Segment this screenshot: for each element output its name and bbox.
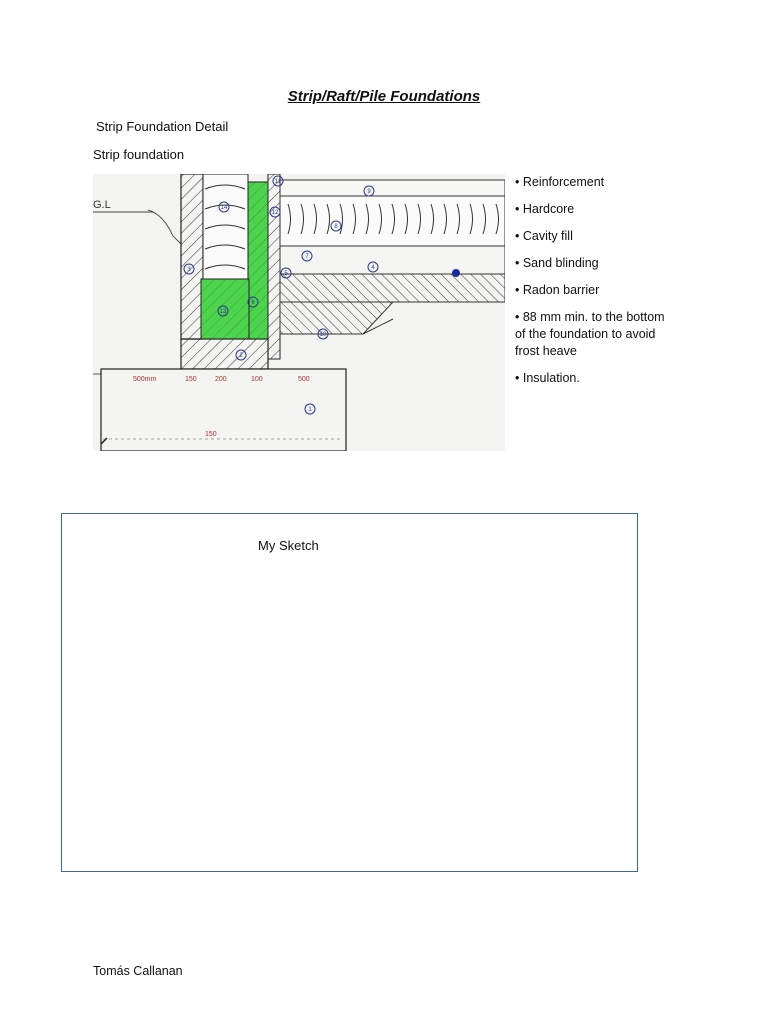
dimension-label: 150 xyxy=(205,431,217,438)
page-title: Strip/Raft/Pile Foundations xyxy=(287,88,481,105)
callout-5: 5 xyxy=(284,271,288,277)
dimension-label: 100 xyxy=(251,376,263,383)
callout-13: 13 xyxy=(219,309,227,315)
author-name: Tomás Callanan xyxy=(93,964,183,978)
callout-12: 12 xyxy=(271,210,279,216)
callout-8: 8 xyxy=(334,224,338,230)
callout-10: 10 xyxy=(319,332,327,338)
dimension-label: 500mm xyxy=(133,376,157,383)
callout-4: 4 xyxy=(371,265,375,271)
note-item: • Radon barrier xyxy=(515,283,600,297)
sketch-label: My Sketch xyxy=(258,538,319,553)
note-item: • Hardcore xyxy=(515,202,575,216)
ground-level-label: G.L xyxy=(93,199,111,211)
dimension-label: 500 xyxy=(298,376,310,383)
callout-7: 7 xyxy=(305,254,309,260)
note-item: • Cavity fill xyxy=(515,229,573,243)
callout-1: 1 xyxy=(308,407,312,413)
callout-6: 6 xyxy=(251,300,255,306)
dimension-label: 200 xyxy=(215,376,227,383)
strip-foundation-drawing xyxy=(93,174,505,451)
note-item: • Insulation. xyxy=(515,371,580,385)
callout-3: 3 xyxy=(187,267,191,273)
foundation-detail-svg xyxy=(93,174,505,451)
note-item: • 88 mm min. to the bottom of the foundation to avoid frost heave xyxy=(515,310,665,358)
note-item: • Sand blinding xyxy=(515,256,599,270)
section-label: Strip foundation xyxy=(93,147,185,162)
callout-11: 11 xyxy=(274,179,282,185)
note-item: • Reinforcement xyxy=(515,175,605,189)
dimension-label: 150 xyxy=(185,376,197,383)
callout-14: 14 xyxy=(220,205,228,211)
callout-9: 9 xyxy=(367,189,371,195)
notes-list xyxy=(515,174,675,397)
callout-2: 2 xyxy=(239,353,243,359)
section-subtitle: Strip Foundation Detail xyxy=(96,119,229,134)
sketch-box[interactable] xyxy=(61,513,638,872)
marker-dot xyxy=(452,269,460,277)
